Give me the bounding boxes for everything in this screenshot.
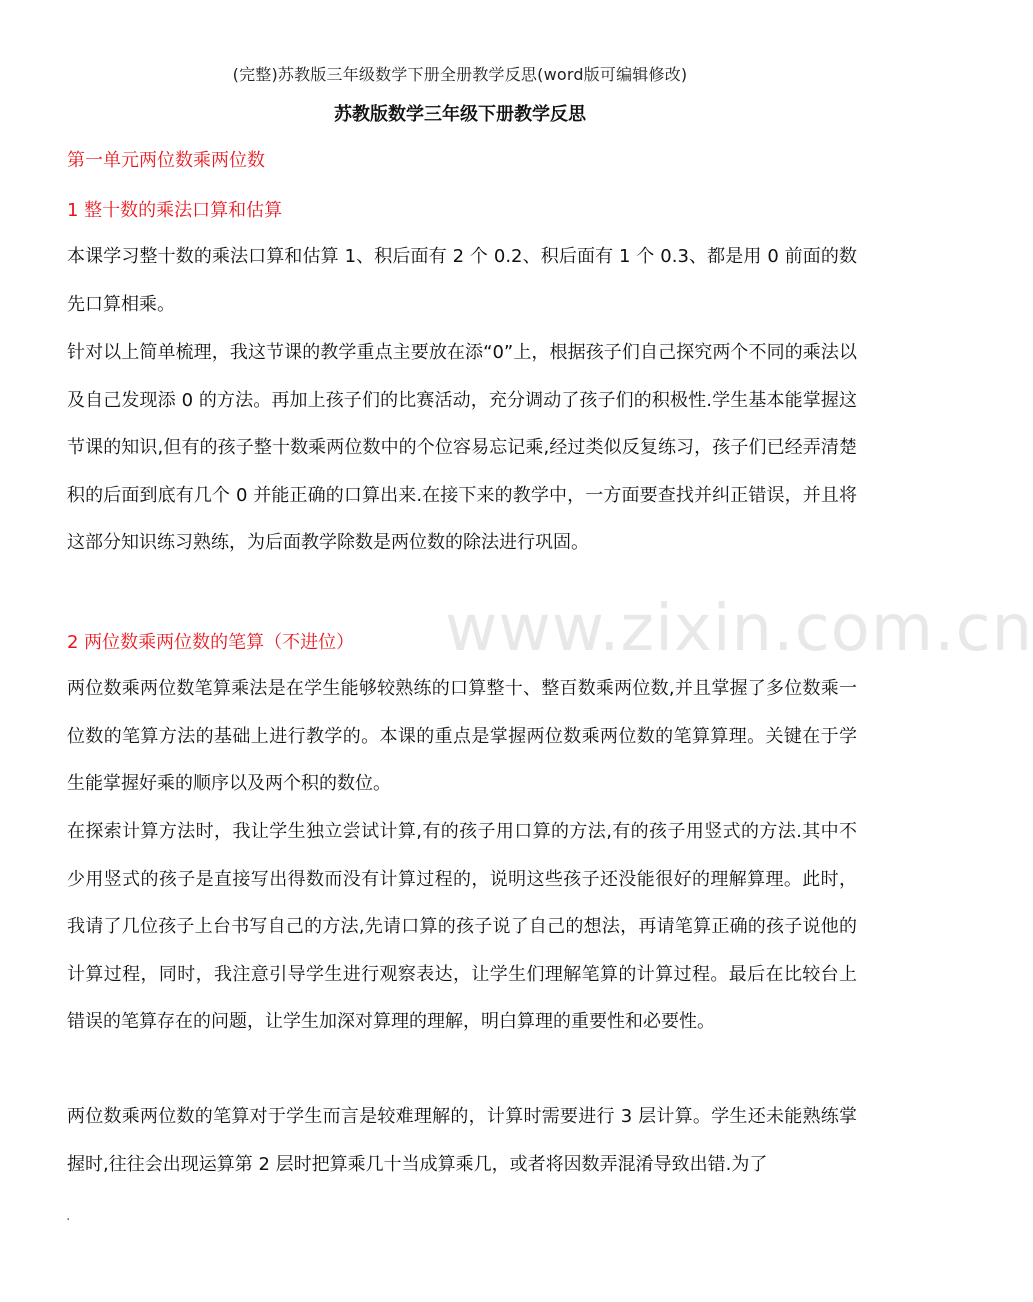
watermark: www.zixin.com.cn [445, 592, 1033, 666]
section-heading-2: 2 两位数乘两位数的笔算（不进位） [67, 632, 355, 653]
unit-heading: 第一单元两位数乘两位数 [67, 150, 265, 171]
document-top-line: (完整)苏教版三年级数学下册全册教学反思(word版可编辑修改) [232, 65, 688, 84]
document-title: 苏教版数学三年级下册教学反思 [334, 104, 586, 125]
section-heading-1: 1 整十数的乘法口算和估算 [67, 200, 283, 221]
footer-mark: . [66, 1208, 71, 1224]
paragraph: 针对以上简单梳理，我这节课的教学重点主要放在添“0”上，根据孩子们自己探究两个不同的乘法以及自己发现添 0 的方法。再加上孩子们的比赛活动，充分调动了孩子们的积极性.学生基本能掌握这节课的知识,但有的孩子整十数乘两位数中的个位容易忘记乘,经过类似反复练习，孩子们已经弄清楚积的后面到底有几个 0 并能正确的口算出来.在接下来的教学中，一方面要查找并纠正错误，并且将这部分知识练习熟练，为后面教学除数是两位数的除法进行巩固。 [67, 342, 857, 553]
paragraph: 两位数乘两位数笔算乘法是在学生能够较熟练的口算整十、整百数乘两位数,并且掌握了多位数乘一位数的笔算方法的基础上进行教学的。本课的重点是掌握两位数乘两位数的笔算算理。关键在于学生能掌握好乘的顺序以及两个积的数位。 [67, 678, 857, 794]
paragraph: 在探索计算方法时，我让学生独立尝试计算,有的孩子用口算的方法,有的孩子用竖式的方法.其中不少用竖式的孩子是直接写出得数而没有计算过程的，说明这些孩子还没能很好的理解算理。此时，我请了几位孩子上台书写自己的方法,先请口算的孩子说了自己的想法，再请笔算正确的孩子说他的计算过程，同时，我注意引导学生进行观察表达，让学生们理解笔算的计算过程。最后在比较台上错误的笔算存在的问题，让学生加深对算理的理解，明白算理的重要性和必要性。 [67, 821, 857, 1032]
paragraph: 两位数乘两位数的笔算对于学生而言是较难理解的，计算时需要进行 3 层计算。学生还未能熟练掌握时,往往会出现运算第 2 层时把算乘几十当成算乘几，或者将因数弄混淆导致出错.为了 [67, 1106, 857, 1175]
paragraph: 本课学习整十数的乘法口算和估算 1、积后面有 2 个 0.2、积后面有 1 个 0.3、都是用 0 前面的数先口算相乘。 [67, 246, 857, 315]
